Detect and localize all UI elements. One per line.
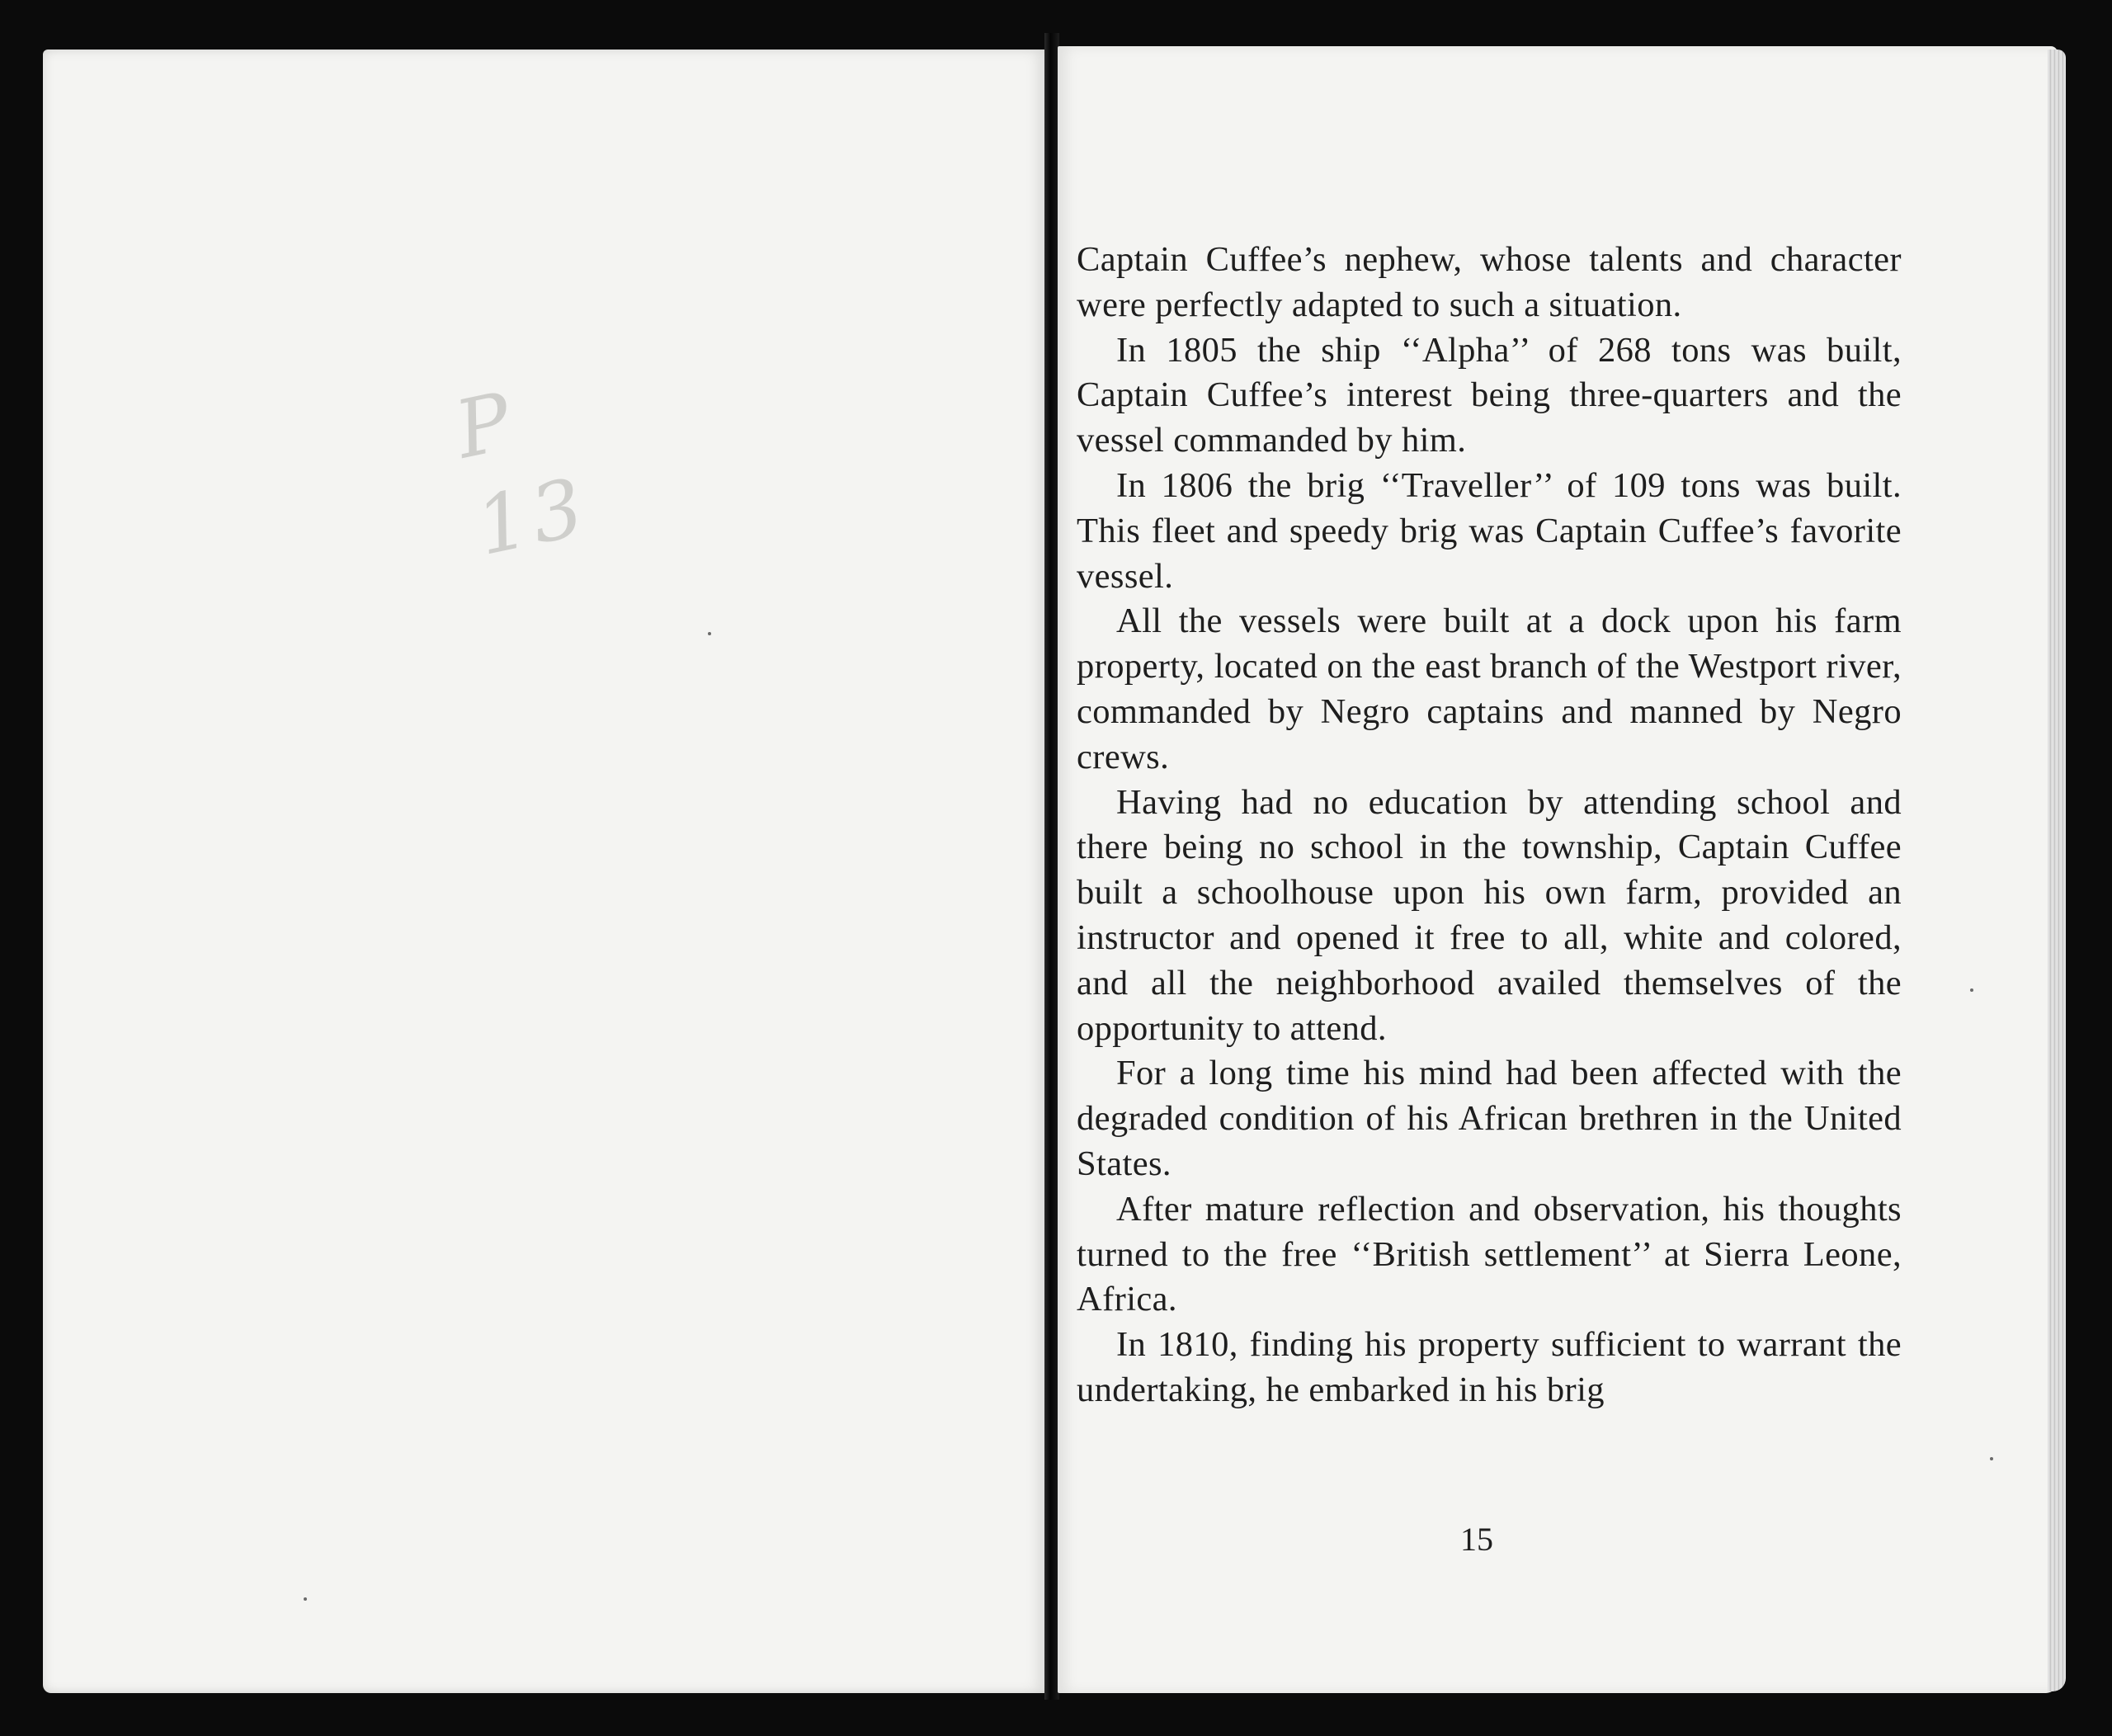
paragraph: In 1806 the brig ‘‘Traveller’’ of 109 tons was built. This fleet and speedy brig was Captain Cuffee’s favorite vessel. <box>1077 465 1902 596</box>
scan-border <box>0 1700 2112 1736</box>
paragraph: After mature reflection and observation, his thoughts turned to the free ‘‘British settlement’’ at Sierra Leone, Africa. <box>1077 1189 1902 1319</box>
dust-speck <box>304 1597 307 1601</box>
pencil-marginalia: P 13 <box>447 374 596 574</box>
paragraph: For a long time his mind had been affected with the degraded condition of his African brethren in the United States. <box>1077 1054 1902 1183</box>
page-number: 15 <box>1460 1521 1493 1558</box>
page-edges <box>2048 50 2066 1691</box>
left-page <box>43 50 1046 1693</box>
dust-speck <box>708 632 711 635</box>
paragraph: In 1805 the ship ‘‘Alpha’’ of 268 tons was built, Captain Cuffee’s interest being three-quarters and the vessel commanded by him. <box>1077 330 1902 460</box>
dust-speck <box>1970 988 1973 992</box>
paragraph: In 1810, finding his property sufficient to warrant the undertaking, he embarked in his brig <box>1077 1325 1902 1409</box>
paragraph: All the vessels were built at a dock upon his farm property, located on the east branch of the Westport river, commanded by Negro captains and manned by Negro crews. <box>1077 601 1902 776</box>
paragraph: Having had no education by attending school and there being no school in the township, Captain Cuffee built a schoolhouse upon his own farm, provided an instructor and opened it free to all, white and colored, and all the neighborhood availed themselves of the opportunity to attend. <box>1077 782 1902 1048</box>
body-text <box>1077 238 1902 1413</box>
dust-speck <box>1990 1457 1993 1460</box>
paragraph: Captain Cuffee’s nephew, whose talents and character were perfectly adapted to such a situation. <box>1077 240 1902 324</box>
